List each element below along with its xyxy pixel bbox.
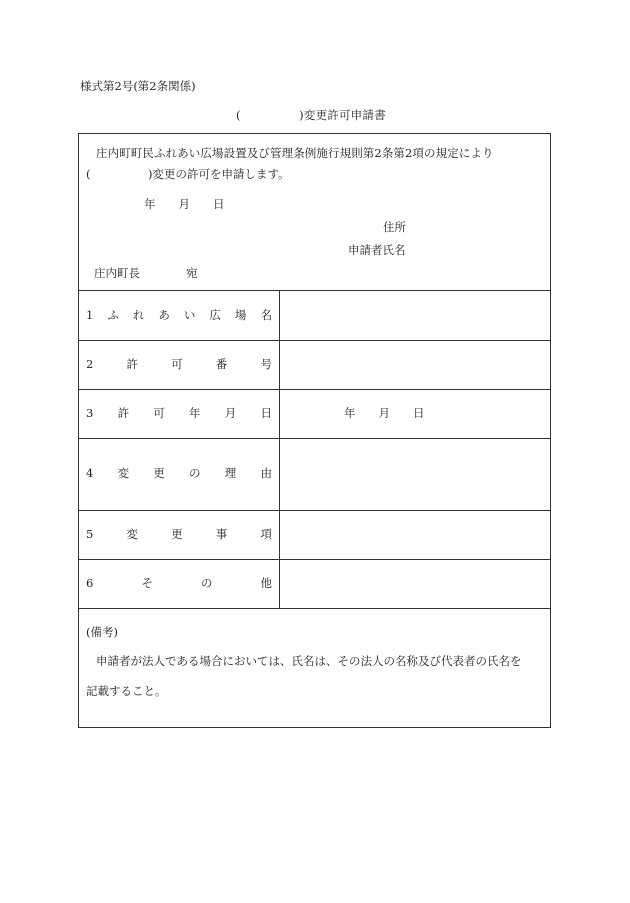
row-divider: [78, 608, 551, 609]
label-char: 理: [224, 466, 237, 480]
row-divider: [78, 559, 551, 560]
label-char: 広: [209, 308, 221, 322]
row-label-permit-date: [86, 408, 272, 420]
address-label: 住所: [383, 220, 406, 234]
row-label-permit-number: [86, 359, 272, 371]
remarks-line1: 申請者が法人である場合においては、氏名は、その法人の名称及び代表者の氏名を: [96, 654, 522, 668]
row-divider: [78, 438, 551, 439]
form-table: [78, 133, 551, 728]
label-char: い: [183, 308, 196, 322]
intro-text-line2: ( )変更の許可を申請します。: [86, 167, 290, 181]
row-divider: [78, 340, 551, 341]
addressee: 庄内町長 宛: [94, 266, 198, 280]
label-char: 号: [260, 357, 272, 371]
label-char: 可: [171, 357, 183, 371]
label-char: ふ: [107, 308, 119, 322]
remarks-heading: (備考): [86, 625, 118, 639]
label-char: 3: [86, 406, 94, 420]
label-char: 番: [215, 357, 228, 371]
label-char: 他: [260, 576, 272, 590]
label-char: れ: [132, 308, 145, 322]
permit-date-value: 年 月 日: [344, 406, 425, 420]
label-char: 4: [86, 466, 94, 480]
label-char: 6: [86, 576, 94, 590]
label-char: 年: [189, 406, 201, 420]
row-divider: [78, 389, 551, 390]
label-char: 許: [126, 357, 138, 371]
label-char: の: [189, 466, 201, 480]
label-char: 可: [153, 406, 165, 420]
row-divider: [78, 290, 551, 291]
label-char: 更: [171, 527, 183, 541]
label-char: 由: [260, 466, 272, 480]
row-label-plaza-name: [86, 310, 272, 322]
label-char: そ: [141, 576, 153, 590]
label-char: 日: [260, 406, 272, 420]
column-divider: [279, 290, 280, 608]
remarks-line2: 記載すること。: [86, 684, 167, 698]
row-label-other: [86, 578, 272, 590]
label-char: 更: [153, 466, 165, 480]
document-title: ( )変更許可申請書: [236, 108, 386, 122]
form-number: 様式第2号(第2条関係): [80, 79, 196, 93]
label-char: 名: [260, 308, 272, 322]
label-char: 5: [86, 527, 94, 541]
label-char: あ: [158, 308, 170, 322]
applicant-name-label: 申請者氏名: [348, 243, 406, 257]
label-char: の: [200, 576, 213, 590]
intro-text-line1: 庄内町町民ふれあい広場設置及び管理条例施行規則第2条第2項の規定により: [96, 146, 494, 160]
label-char: 許: [117, 406, 130, 420]
label-char: 事: [215, 527, 228, 541]
label-char: 1: [86, 308, 94, 322]
row-label-change-items: [86, 529, 272, 541]
row-label-change-reason: [86, 468, 272, 480]
label-char: 変: [117, 466, 130, 480]
label-char: 項: [260, 527, 272, 541]
label-char: 2: [86, 357, 94, 371]
label-char: 変: [126, 527, 138, 541]
label-char: 場: [234, 308, 247, 322]
row-divider: [78, 510, 551, 511]
application-date: 年 月 日: [144, 197, 225, 211]
label-char: 月: [224, 406, 237, 420]
